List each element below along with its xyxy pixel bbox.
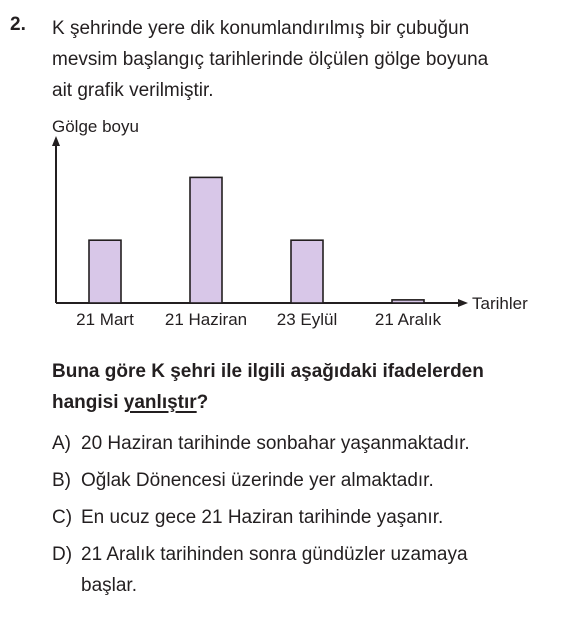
- option-letter: C): [52, 507, 73, 528]
- x-axis-label: Tarihler: [472, 294, 528, 313]
- option-letter: B): [52, 470, 71, 491]
- option-letter: A): [52, 433, 71, 454]
- option-text: Oğlak Dönencesi üzerinde yer almaktadır.: [81, 470, 434, 491]
- stem-line: mevsim başlangıç tarihlerinde ölçülen gölge boyuna: [52, 49, 489, 70]
- bar-21-mart: [89, 240, 121, 303]
- prompt-line: [52, 387, 557, 418]
- x-axis-arrow: [458, 299, 468, 307]
- prompt-line: Buna göre K şehri ile ilgili aşağıdaki ifadelerden: [52, 361, 484, 382]
- y-axis-arrow: [52, 136, 60, 146]
- option-text: En ucuz gece 21 Haziran tarihinde yaşanır.: [81, 507, 444, 528]
- stem-line: ait grafik verilmiştir.: [52, 80, 214, 101]
- x-tick-label: 21 Haziran: [164, 310, 248, 329]
- bar-23-eylül: [291, 240, 323, 303]
- y-axis-label: Gölge boyu: [52, 117, 139, 136]
- question-stem: [52, 13, 552, 106]
- prompt-text: hangisi: [52, 392, 124, 413]
- x-tick-label: 21 Aralık: [374, 310, 442, 329]
- prompt-emphasis: yanlıştır: [123, 392, 197, 413]
- question-prompt: [52, 356, 557, 418]
- option-text: 20 Haziran tarihinde sonbahar yaşanmaktadır.: [81, 433, 470, 454]
- x-tick-label: 23 Eylül: [276, 310, 338, 329]
- option-a[interactable]: [52, 428, 557, 459]
- option-d[interactable]: [52, 539, 557, 601]
- option-text: başlar.: [81, 575, 137, 596]
- option-b[interactable]: [52, 465, 557, 496]
- option-c[interactable]: [52, 502, 557, 533]
- option-text: 21 Aralık tarihinden sonra gündüzler uzamaya: [81, 544, 468, 565]
- option-letter: D): [52, 544, 73, 565]
- shadow-length-chart: [0, 110, 566, 335]
- stem-line: K şehrinde yere dik konumlandırılmış bir çubuğun: [52, 18, 470, 39]
- bar-21-haziran: [190, 177, 222, 303]
- prompt-qmark: ?: [196, 392, 209, 413]
- x-tick-label: 21 Mart: [76, 310, 134, 329]
- answer-options: [52, 428, 557, 607]
- bar-21-aralık: [392, 300, 424, 303]
- question-number: 2.: [10, 14, 26, 35]
